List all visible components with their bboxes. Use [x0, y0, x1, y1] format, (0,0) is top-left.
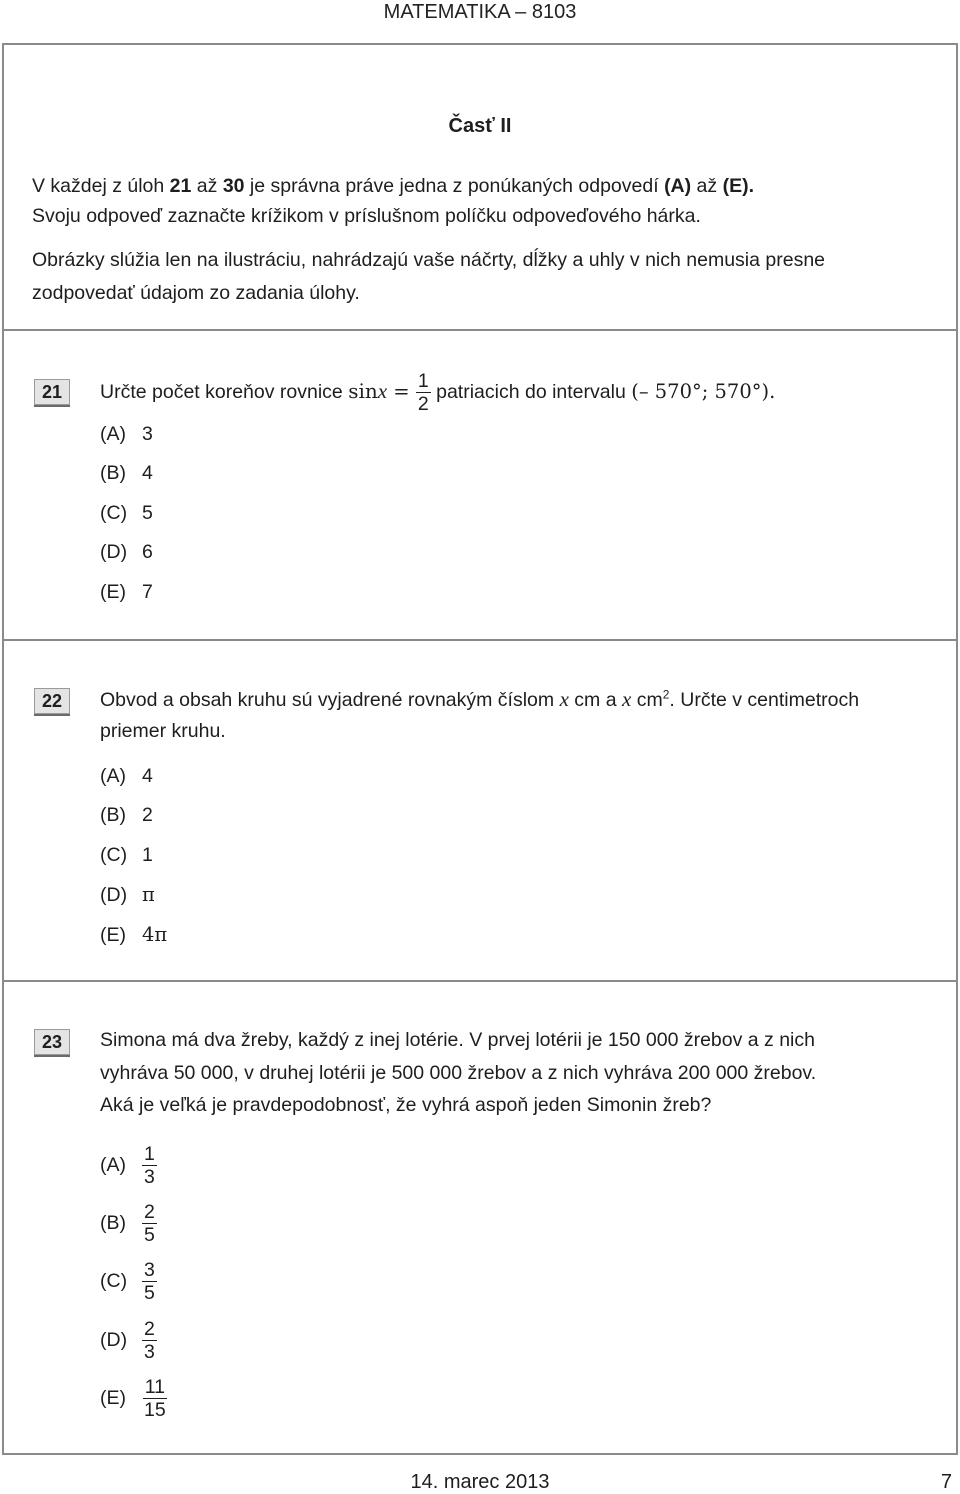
option-letter: (D) [100, 884, 128, 906]
option-value: π [142, 883, 155, 906]
option-fraction [142, 1143, 157, 1188]
answer-option [100, 1140, 157, 1190]
document-header-title: MATEMATIKA – 8103 [383, 1, 577, 23]
answer-option [100, 765, 153, 791]
equals-sign: = [387, 380, 416, 403]
question-text: cm [631, 689, 663, 711]
fraction-numerator: 1 [417, 370, 429, 393]
fraction-numerator: 1 [144, 1143, 155, 1166]
page-number: 7 [940, 1471, 952, 1493]
intro-text: je správna práve jedna z ponúkaných odpovedí [244, 175, 665, 197]
variable-x: x [559, 687, 569, 711]
fraction-one-half [416, 370, 431, 415]
intro-bold-text: 30 [222, 175, 245, 197]
option-value: 1 [142, 844, 153, 866]
option-letter: (E) [100, 1387, 126, 1409]
option-value: 4π [142, 923, 168, 946]
intro-bold-text: 21 [169, 175, 192, 197]
answer-option [100, 462, 153, 488]
answer-option [100, 804, 153, 830]
fraction-denominator: 2 [417, 393, 429, 416]
option-letter: (B) [100, 804, 126, 826]
answer-option [100, 423, 153, 449]
option-letter: (A) [100, 1154, 126, 1176]
question-21-text [100, 367, 775, 416]
answer-option [100, 502, 153, 528]
intro-text: V každej z úloh [32, 175, 170, 197]
question-number-badge: 21 [34, 379, 70, 405]
question-23-line-1: Simona má dva žreby, každý z inej lotérie. V prvej lotérii je 150 000 žrebov a z nich [100, 1029, 815, 1051]
option-letter: (C) [100, 502, 128, 524]
fraction-denominator: 5 [144, 1282, 155, 1305]
answer-option [100, 541, 153, 567]
intro-line-3: Obrázky slúžia len na ilustráciu, nahrádzajú vaše náčrty, dĺžky a uhly v nich nemusia presne [32, 249, 826, 271]
variable-x: x [377, 379, 388, 403]
interval: (– 570°; 570°). [631, 380, 776, 403]
answer-option [100, 923, 167, 949]
option-value: 6 [142, 541, 153, 563]
option-value: 7 [142, 581, 153, 603]
option-fraction [142, 1201, 157, 1246]
option-fraction [142, 1259, 157, 1304]
fraction-denominator: 5 [144, 1224, 155, 1247]
question-23-line-2: vyhráva 50 000, v druhej lotérii je 500 000 žrebov a z nich vyhráva 200 000 žrebov. [100, 1062, 817, 1084]
answer-option [100, 1315, 157, 1365]
question-22-line-1 [100, 687, 859, 712]
question-22-line-2: priemer kruhu. [100, 720, 226, 742]
intro-line-1 [32, 175, 754, 198]
fraction-denominator: 15 [144, 1399, 166, 1422]
page-footer [0, 1470, 960, 1494]
intro-bold-text: (E). [722, 175, 754, 197]
option-value: 4 [142, 765, 153, 787]
question-23-line-3: Aká je veľká je pravdepodobnosť, že vyhrá aspoň jeden Simonin žreb? [100, 1094, 712, 1116]
option-value: 3 [142, 423, 153, 445]
option-fraction [142, 1376, 168, 1421]
footer-date: 14. marec 2013 [410, 1471, 550, 1493]
fraction-numerator: 2 [144, 1318, 155, 1341]
answer-option [100, 844, 153, 870]
intro-heading: Časť II [448, 115, 512, 137]
section-divider [4, 329, 956, 331]
option-value: 2 [142, 804, 153, 826]
option-letter: (A) [100, 765, 126, 787]
variable-x: x [621, 687, 632, 711]
answer-option [100, 581, 153, 607]
option-letter: (B) [100, 462, 126, 484]
fraction-denominator: 3 [144, 1341, 155, 1364]
option-letter: (A) [100, 423, 126, 445]
exam-frame [2, 43, 958, 1455]
option-letter: (C) [100, 1270, 128, 1292]
option-fraction [142, 1318, 157, 1363]
answer-option [100, 1256, 157, 1306]
sin-function: sin [348, 379, 378, 403]
option-letter: (E) [100, 581, 126, 603]
intro-bold-text: (A) [664, 175, 692, 197]
question-number-badge: 23 [34, 1029, 70, 1055]
option-letter: (B) [100, 1212, 126, 1234]
question-text: Obvod a obsah kruhu sú vyjadrené rovnakým číslom [100, 689, 560, 711]
section-divider [4, 980, 956, 982]
superscript: 2 [662, 687, 670, 702]
question-text: cm a [568, 689, 622, 711]
intro-text: až [191, 175, 223, 197]
fraction-numerator: 11 [144, 1376, 165, 1399]
intro-text: až [691, 175, 723, 197]
fraction-denominator: 3 [144, 1166, 155, 1189]
option-letter: (D) [100, 541, 128, 563]
option-letter: (C) [100, 844, 128, 866]
answer-option [100, 883, 155, 909]
fraction-numerator: 2 [144, 1201, 155, 1224]
question-number-badge: 22 [34, 688, 70, 714]
intro-line-4: zodpovedať údajom zo zadania úlohy. [32, 282, 360, 304]
question-text: . Určte v centimetroch [669, 689, 860, 711]
answer-option [100, 1373, 168, 1423]
option-letter: (D) [100, 1329, 128, 1351]
section-divider [4, 639, 956, 641]
option-value: 5 [142, 502, 153, 524]
option-value: 4 [142, 462, 153, 484]
fraction-numerator: 3 [144, 1259, 155, 1282]
question-text: Určte počet koreňov rovnice [100, 381, 349, 403]
intro-line-2: Svoju odpoveď zaznačte krížikom v príslušnom políčku odpoveďového hárka. [32, 205, 701, 227]
option-letter: (E) [100, 924, 126, 946]
question-text: patriacich do intervalu [430, 381, 632, 403]
answer-option [100, 1198, 157, 1248]
